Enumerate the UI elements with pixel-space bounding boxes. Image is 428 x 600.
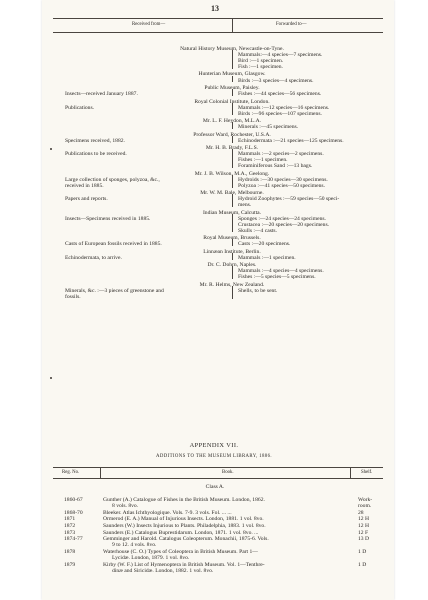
received-text: Specimens received, 1882. xyxy=(65,137,125,144)
institution-name: Mr. H. B. Brady, F.L.S. xyxy=(205,145,259,152)
entry-divider xyxy=(232,239,233,246)
appendix-header-divider-1 xyxy=(100,467,101,478)
book-entry: Gunther (A.) Catalogue of Fishes in the British Museum. London, 1862. xyxy=(103,497,265,503)
received-text: Casts of European fossils received in 1885. xyxy=(65,241,162,248)
institution-name: Mr. L. F. Heydon, M.L.A. xyxy=(202,118,262,125)
register-number: 1874-77 xyxy=(64,536,83,543)
institution-name: Dr. C. Dohrn, Naples. xyxy=(207,262,257,269)
book-entry: Waterhouse (C. O.) Types of Coleoptera in British Museum. Part 1— xyxy=(103,549,258,555)
margin-mark xyxy=(50,377,52,379)
forwarded-text: Fishes :—1 specimen. xyxy=(238,157,288,164)
entry-divider xyxy=(232,286,233,299)
entry-divider xyxy=(232,122,233,129)
institution-name: Royal Museum, Brussels. xyxy=(203,235,261,242)
appendix-title: APPENDIX VII. xyxy=(189,442,239,449)
forwarded-text: Bird :—1 specimen. xyxy=(238,58,284,64)
class-label: Class A. xyxy=(205,484,225,490)
institution-name: Linnæan Institute, Berlin. xyxy=(203,248,261,255)
institution-name: Natural History Museum, Newcastle-on-Tyne. xyxy=(180,46,284,52)
forwarded-text: Hydroid Zoophytes :—59 species—50 speci- xyxy=(238,196,340,203)
entry-divider xyxy=(232,136,233,143)
forwarded-text: Echinodermata :—21 species—125 specimens. xyxy=(238,137,344,144)
book-entry: 8 vols. 8vo. xyxy=(112,502,139,509)
forwarded-text: Skulls :—4 casts. xyxy=(238,227,278,234)
book-entry: Lycidæ. London, 1879. 1 vol. 8vo. xyxy=(112,554,190,561)
column-header-book: Book. xyxy=(222,470,234,475)
entry-divider xyxy=(232,175,233,188)
received-text: Papers and reports. xyxy=(65,196,108,203)
received-text: Publications. xyxy=(65,104,95,111)
entry-divider xyxy=(232,103,233,116)
institution-name: Royal Colonial Institute, London. xyxy=(194,98,270,105)
entry-divider xyxy=(232,214,233,233)
shelf-code: 12 F xyxy=(358,529,369,536)
forwarded-text: Fishes :—5 species—5 specimens. xyxy=(238,274,316,281)
forwarded-text: mens. xyxy=(238,202,252,209)
shelf-code: 12 H xyxy=(358,523,370,529)
column-header-shelf: Shelf. xyxy=(361,470,373,475)
forwarded-text: Crustacea :—20 species—20 specimens. xyxy=(238,221,330,228)
entry-divider xyxy=(232,266,233,279)
column-header-received: Received from— xyxy=(132,22,166,27)
received-text: Large collection of sponges, polyzoa, &c., xyxy=(65,176,160,183)
received-text: Echinodermata, to arrive. xyxy=(65,254,122,261)
forwarded-text: Foraminiferous Sand :—13 bags. xyxy=(238,163,313,170)
forwarded-text: Birds :—3 species—4 specimens. xyxy=(238,77,314,84)
appendix-rule-header xyxy=(53,478,383,479)
register-number: 1878 xyxy=(64,549,76,555)
book-entry: Gemminger and Harold. Catalogus Coleopterum. Monachii, 1875-6. Vols. xyxy=(103,536,269,543)
entry-divider xyxy=(232,194,233,207)
forwarded-text: Fish :—1 specimen. xyxy=(238,63,283,70)
register-number: 1860-67 xyxy=(64,497,83,503)
book-entry: Saunders (W.) Insects Injurious to Plants. Philadelphia, 1883. 1 vol. 8vo. xyxy=(103,523,266,529)
shelf-code: 1 D xyxy=(358,561,367,568)
forwarded-text: Mammals:—4 species—7 specimens. xyxy=(238,52,323,59)
forwarded-text: Birds :—96 species—107 specimens. xyxy=(238,110,322,117)
forwarded-text: Sponges :—24 species—24 specimens. xyxy=(238,215,326,222)
top-table-rule-header xyxy=(53,32,383,33)
institution-name: Public Museum, Paisley. xyxy=(204,85,260,91)
entry-divider xyxy=(232,149,233,168)
top-table-header-divider xyxy=(232,18,233,32)
received-text: fossils. xyxy=(65,293,81,300)
forwarded-text: Mammals :—1 specimen. xyxy=(238,254,296,261)
forwarded-text: Mammals :—2 species—2 specimens. xyxy=(238,151,324,158)
shelf-code: 1 D xyxy=(358,549,367,555)
top-table-rule-top xyxy=(53,18,383,19)
book-entry: Bleeker. Atlas Ichthyologique. Vols. 7-9. 3 vols. Fol. ... ... xyxy=(103,509,232,516)
book-entry: 9 to 12. 4 vols. 8vo. xyxy=(112,542,157,549)
shelf-code: 12 H xyxy=(358,516,370,523)
institution-name: Hunterian Museum, Glasgow. xyxy=(198,71,266,78)
register-number: 1873 xyxy=(64,529,76,536)
entry-divider xyxy=(232,89,233,96)
forwarded-text: Shells, to be sent. xyxy=(238,287,278,294)
entry-divider xyxy=(232,253,233,260)
appendix-subtitle: ADDITIONS TO THE MUSEUM LIBRARY, 1886. xyxy=(156,454,272,459)
entry-divider xyxy=(232,76,233,83)
book-entry: dinæ and Siricidæ. London, 1882. 1 vol. 8vo. xyxy=(112,567,214,574)
register-number: 1879 xyxy=(64,561,76,568)
institution-name: Mr. W. M. Bale, Melbourne. xyxy=(200,190,264,197)
institution-name: Professor Ward, Rochester, U.S.A. xyxy=(193,131,271,138)
shelf-code: Work- xyxy=(358,497,373,503)
shelf-code: 13 D xyxy=(358,536,370,543)
forwarded-text: Mammals :—4 species—4 specimens. xyxy=(238,268,324,275)
appendix-header-divider-2 xyxy=(350,467,351,478)
margin-mark xyxy=(50,148,52,150)
forwarded-text: Fishes :—44 species—56 specimens. xyxy=(238,91,322,98)
appendix-rule-top xyxy=(53,467,383,468)
register-number: 1872 xyxy=(64,523,76,529)
shelf-code: room. xyxy=(358,502,372,509)
received-text: Insects—received January 1887. xyxy=(65,91,138,98)
book-entry: Kirby (W. F.) List of Hymenoptera in British Museum. Vol. 1—Tenthre- xyxy=(103,561,265,568)
register-number: 1871 xyxy=(64,516,76,523)
page-number: 13 xyxy=(211,4,219,13)
register-number: 1868-70 xyxy=(64,509,83,516)
institution-name: Mr. R. Helms, New Zealand. xyxy=(199,281,265,288)
forwarded-text: Casts :—20 specimens. xyxy=(238,241,291,248)
forwarded-text: Minerals :—45 specimens. xyxy=(238,124,299,131)
shelf-code: 28 xyxy=(358,509,364,516)
institution-name: Mr. J. B. Wilson, M.A., Geelong. xyxy=(194,170,270,177)
book-entry: Saunders (E.) Catalogus Buprestidarum. London, 1871. 1 vol. 8vo. ... xyxy=(103,529,259,536)
forwarded-text: Polyzoa :—41 species—50 specimens. xyxy=(238,182,325,189)
column-header-forwarded: Forwarded to— xyxy=(276,22,307,27)
received-text: Insects—Specimens received in 1885. xyxy=(65,215,151,222)
institution-name: Indian Museum, Calcutta. xyxy=(202,209,262,216)
received-text: Publications to be received. xyxy=(65,151,127,158)
received-text: received in 1885. xyxy=(65,182,104,189)
received-text: Minerals, &c. :—3 pieces of greenstone and xyxy=(65,287,164,294)
forwarded-text: Hydroids :—30 species—30 specimens. xyxy=(238,176,328,183)
forwarded-text: Mammals :—12 species—16 specimens. xyxy=(238,104,330,111)
entry-divider xyxy=(232,50,233,69)
book-entry: Ormerod (E. A.) Manual of Injurious Insects. London, 1881. 1 vol. 8vo. xyxy=(103,516,264,523)
column-header-reg-no: Reg. No. xyxy=(62,470,80,475)
